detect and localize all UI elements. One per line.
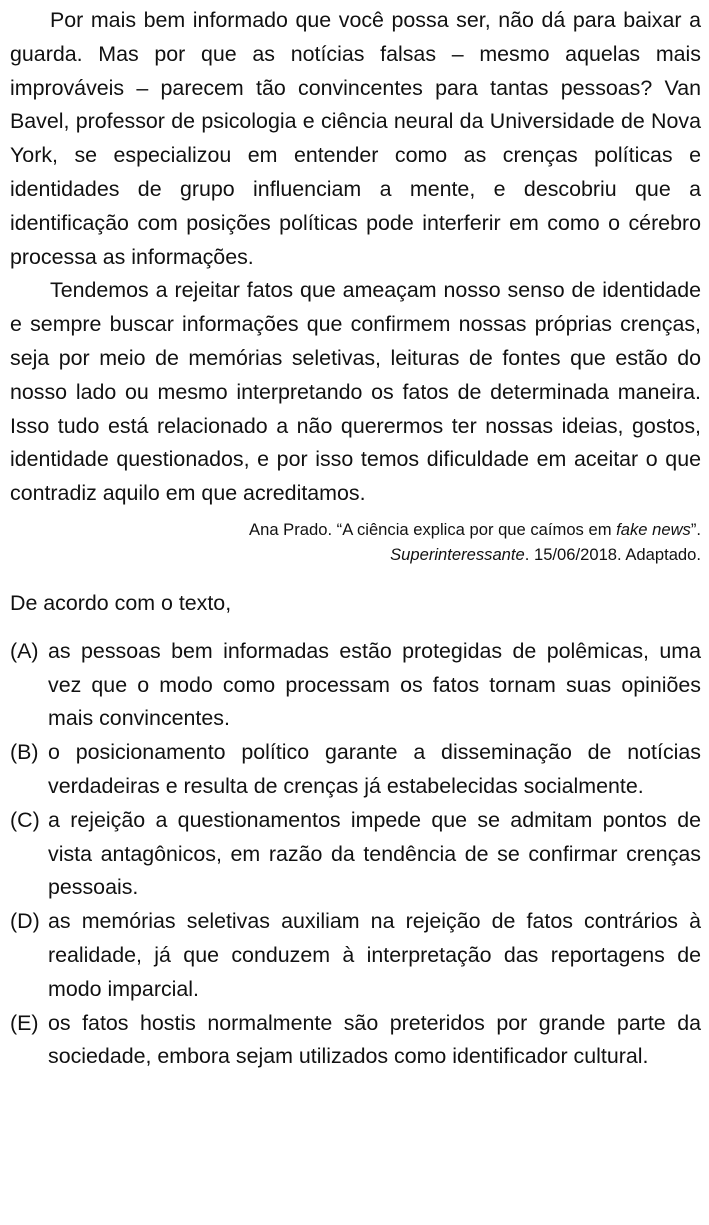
option-a[interactable] <box>10 635 701 736</box>
option-letter: (B) <box>10 740 39 765</box>
answer-options <box>10 635 701 1074</box>
source-date-note: . 15/06/2018. Adaptado. <box>524 544 701 564</box>
question-stem: De acordo com o texto, <box>10 590 232 615</box>
source-author-suffix: ”. <box>690 519 701 539</box>
source-author-prefix: Ana Prado. “A ciência explica por que caímos em <box>249 519 617 539</box>
option-text: a rejeição a questionamentos impede que se admitam pontos de vista antagônicos, em razão da tendência de se confirmar crenças pessoais. <box>48 807 701 900</box>
source-publication-line <box>10 542 701 567</box>
option-c[interactable] <box>10 804 701 905</box>
source-author-line <box>10 517 701 542</box>
option-letter: (C) <box>10 807 40 832</box>
passage-paragraph-2: Tendemos a rejeitar fatos que ameaçam nosso senso de identidade e sempre buscar informações que confirmem nossas próprias crenças, seja por meio de memórias seletivas, leituras de fontes que estão do nosso lado ou mesmo interpretando os fatos de determinada maneira. Isso tudo está relacionado a não querermos ter nossas ideias, gostos, identidade questionados, e por isso temos dificuldade em aceitar o que contradiz aquilo em que acreditamos. <box>10 278 701 506</box>
option-text: o posicionamento político garante a disseminação de notícias verdadeiras e resulta de crenças já estabelecidas socialmente. <box>48 740 701 798</box>
option-d[interactable] <box>10 905 701 1006</box>
source-citation <box>10 517 701 567</box>
passage-paragraph-1: Por mais bem informado que você possa ser, não dá para baixar a guarda. Mas por que as notícias falsas – mesmo aquelas mais improváveis – parecem tão convincentes para tantas pessoas? Van Bavel, professor de psicologia e ciência neural da Universidade de Nova York, se especializou em entender como as crenças políticas e identidades de grupo influenciam a mente, e descobriu que a identificação com posições políticas pode interferir em como o cérebro processa as informações. <box>10 8 701 269</box>
source-title-italic: fake news <box>616 519 691 539</box>
reading-passage <box>10 4 701 511</box>
option-letter: (D) <box>10 909 40 934</box>
option-letter: (E) <box>10 1010 39 1035</box>
option-b[interactable] <box>10 736 701 804</box>
option-text: as pessoas bem informadas estão protegidas de polêmicas, uma vez que o modo como processam os fatos tornam suas opiniões mais convincentes. <box>48 638 701 731</box>
source-publication: Superinteressante <box>390 544 525 564</box>
option-text: os fatos hostis normalmente são preteridos por grande parte da sociedade, embora sejam utilizados como identificador cultural. <box>48 1010 701 1069</box>
option-e[interactable] <box>10 1007 701 1075</box>
option-letter: (A) <box>10 638 39 663</box>
option-text: as memórias seletivas auxiliam na rejeição de fatos contrários à realidade, já que conduzem à interpretação das reportagens de modo imparcial. <box>48 909 701 1001</box>
